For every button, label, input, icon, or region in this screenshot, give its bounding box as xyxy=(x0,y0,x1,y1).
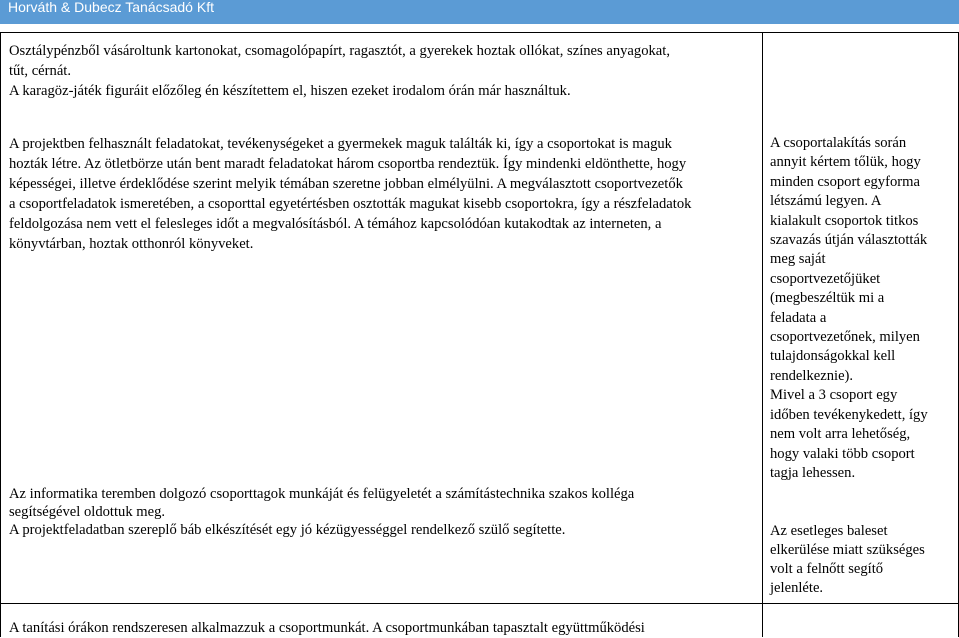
table-cell-main xyxy=(9,618,759,638)
table-cell-main xyxy=(9,41,759,101)
paragraph: A tanítási órákon rendszeresen alkalmazzuk a csoportmunkát. A csoportmunkában tapasztalt együttműködési xyxy=(9,620,645,636)
table-cell-main xyxy=(9,134,759,254)
side-note: A csoportalakítás során annyit kértem tőlük, hogy minden csoport egyforma létszámú legyen. A kialakult csoportok titkos szavazás útján választották meg saját csoportvezetőjüket (megbeszéltük mi a feladata a csoportvezetőnek, milyen tulajdonságokkal kell rendelkeznie). Mivel a 3 csoport egy időben tevékenykedett, így nem volt arra lehetőség, hogy valaki több csoport tagja lehessen. xyxy=(770,135,928,481)
table-cell-note xyxy=(770,134,956,483)
table-cell-main xyxy=(9,485,759,539)
header-title: Horváth & Dubecz Tanácsadó Kft xyxy=(8,0,214,15)
document-table xyxy=(0,32,959,637)
paragraph: Osztálypénzből vásároltunk kartonokat, csomagolópapírt, ragasztót, a gyerekek hoztak ollókat, színes anyagokat, tűt, cérnát. A karagöz-játék figuráit előzőleg én készítettem el, hiszen ezeket irodalom órán már használtuk. xyxy=(9,43,670,99)
side-note: Az esetleges baleset elkerülése miatt szükséges volt a felnőtt segítő jelenléte. xyxy=(770,523,925,596)
table-border-left xyxy=(0,32,1,637)
document-header xyxy=(0,0,959,24)
table-row-divider xyxy=(0,603,959,604)
table-column-divider xyxy=(762,32,763,637)
table-border-top xyxy=(0,32,959,33)
paragraph: A projektben felhasznált feladatokat, tevékenységeket a gyermekek maguk találták ki, így a csoportokat is maguk hozták létre. Az ötletbörze után bent maradt feladatokat három csoportba rendeztük. Így mindenki eldönthette, hogy képességei, illetve érdeklődése szerint melyik témában szeretne jobban elmélyülni. A megválasztott csoportvezetők a csoportfeladatok ismeretében, a csoporttal egyetértésben osztották magukat kisebb csoportokra, így a részfeladatok feldolgozása nem vett el felesleges időt a megvalósításból. A témához kapcsolódóan kutakodtak az interneten, a könyvtárban, hoztak otthonról könyveket. xyxy=(9,136,692,252)
table-cell-note xyxy=(770,522,956,598)
paragraph: Az informatika teremben dolgozó csoporttagok munkáját és felügyeletét a számítástechnika szakos kolléga segítségével oldottuk meg. A projektfeladatban szereplő báb elkészítését egy jó kézügyességgel rendelkező szülő segítette. xyxy=(9,486,635,538)
